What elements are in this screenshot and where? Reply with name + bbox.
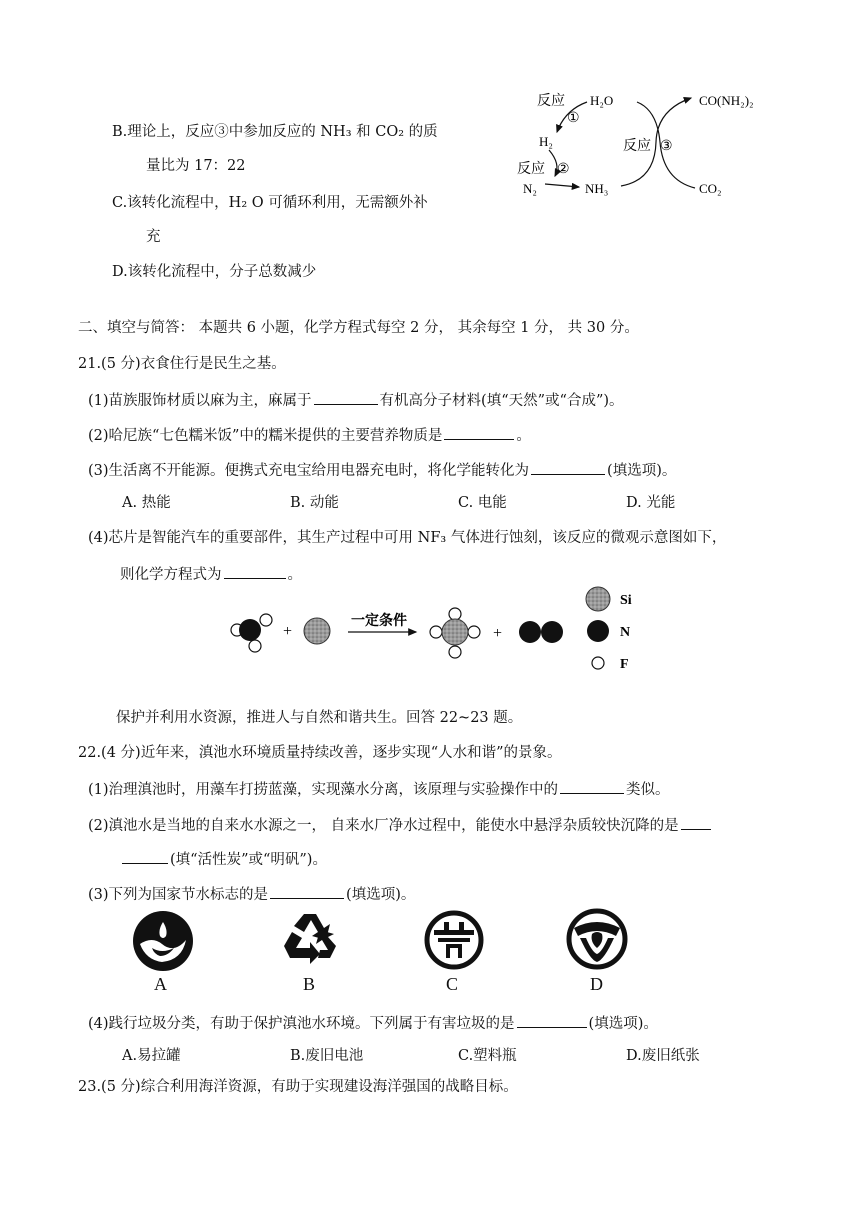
logo-a-water-drop-icon: [132, 910, 194, 972]
logo-c-energy-icon: [424, 910, 484, 970]
option-c-line1: C.该转化流程中，H₂ O 可循环利用，无需额外补: [112, 195, 428, 211]
answer-blank[interactable]: [314, 389, 378, 405]
q21-heading: 21.(5 分)衣食住行是民生之基。: [78, 356, 286, 372]
reaction3-number: ③: [660, 139, 673, 154]
legend-si: Si: [620, 593, 632, 608]
q22-option-c: C.塑料瓶: [458, 1048, 517, 1064]
reaction2-number: ②: [557, 162, 570, 177]
q22-part3: (3)下列为国家节水标志的是 (填选项)。: [88, 883, 415, 905]
q21-part1: (1)苗族服饰材质以麻为主，麻属于 有机高分子材料(填“天然”或“合成”)。: [88, 389, 624, 411]
q21-option-a: A. 热能: [122, 495, 171, 511]
q22-option-a: A.易拉罐: [122, 1048, 181, 1064]
section-heading: 二、填空与简答： 本题共 6 小题，化学方程式每空 2 分， 其余每空 1 分， 共 30 分。: [78, 320, 639, 336]
q22-option-b: B.废旧电池: [290, 1048, 364, 1064]
legend-f: F: [620, 657, 629, 672]
logo-d-label: D: [590, 974, 603, 994]
q22-part1: (1)治理滇池时，用藻车打捞蓝藻，实现藻水分离，该原理与实验操作中的 类似。: [88, 778, 670, 800]
answer-blank[interactable]: [560, 778, 624, 794]
q22-option-d: D.废旧纸张: [626, 1048, 700, 1064]
n2-label: N₂: [523, 181, 537, 196]
reaction3-label: 反应: [623, 139, 651, 154]
legend-n: N: [620, 625, 631, 640]
micro-reaction-diagram: [220, 580, 660, 680]
answer-blank[interactable]: [517, 1012, 587, 1028]
logo-d-water-saving-icon: [566, 908, 628, 970]
answer-blank[interactable]: [270, 883, 344, 899]
q21-option-b: B. 动能: [290, 495, 339, 511]
logo-c-label: C: [446, 974, 459, 994]
q21-option-d: D. 光能: [626, 495, 676, 511]
h2o-label: H₂O: [590, 93, 614, 108]
answer-blank[interactable]: [224, 563, 286, 579]
q22-part2-line1: (2)滇池水是当地的自来水水源之一， 自来水厂净水过程中，能使水中悬浮杂质较快沉降的是: [88, 814, 713, 836]
q22-part4: (4)践行垃圾分类，有助于保护滇池水环境。下列属于有害垃圾的是 (填选项)。: [88, 1012, 658, 1034]
h2-label: H₂: [539, 134, 553, 149]
q21-part4-line2: 则化学方程式为 。: [120, 563, 302, 585]
reaction2-label: 反应: [517, 162, 545, 177]
q23-heading: 23.(5 分)综合利用海洋资源，有助于实现建设海洋强国的战略目标。: [78, 1079, 518, 1095]
q21-part2: (2)哈尼族“七色糯米饭”中的糯米提供的主要营养物质是 。: [88, 424, 531, 446]
option-b-line1: B.理论上，反应③中参加反应的 NH₃ 和 CO₂ 的质: [112, 124, 438, 140]
reaction1-number: ①: [567, 111, 580, 126]
option-c-line2: 充: [146, 229, 161, 245]
logo-b-label: B: [303, 974, 316, 994]
reaction-cycle-diagram: [505, 80, 790, 210]
q22-part2-line2: (填“活性炭”或“明矾”)。: [120, 848, 327, 870]
option-d: D.该转化流程中，分子总数减少: [112, 264, 317, 280]
q22-heading: 22.(4 分)近年来，滇池水环境质量持续改善，逐步实现“人水和谐”的景象。: [78, 745, 562, 761]
intro-22-23: 保护并利用水资源，推进人与自然和谐共生。回答 22~23 题。: [116, 710, 523, 726]
q21-part3: (3)生活离不开能源。便携式充电宝给用电器充电时，将化学能转化为 (填选项)。: [88, 459, 676, 481]
urea-label: CO(NH₂)₂: [699, 93, 754, 108]
answer-blank[interactable]: [531, 459, 605, 475]
q21-option-c: C. 电能: [458, 495, 507, 511]
answer-blank[interactable]: [681, 814, 711, 830]
answer-blank-continued[interactable]: [122, 848, 168, 864]
condition-label: 一定条件: [351, 614, 407, 629]
reaction1-label: 反应: [537, 94, 565, 109]
option-b-line2: 量比为 17：22: [146, 158, 246, 174]
plus-sign-1: +: [283, 623, 293, 640]
q21-part4-line1: (4)芯片是智能汽车的重要部件，其生产过程中可用 NF₃ 气体进行蚀刻，该反应的微观示意图如下，: [88, 530, 727, 546]
logo-a-label: A: [154, 974, 167, 994]
co2-label: CO₂: [699, 181, 722, 196]
nh3-label: NH₃: [585, 181, 609, 196]
plus-sign-2: +: [493, 625, 503, 642]
logo-b-recycle-icon: [280, 910, 340, 968]
answer-blank[interactable]: [444, 424, 514, 440]
